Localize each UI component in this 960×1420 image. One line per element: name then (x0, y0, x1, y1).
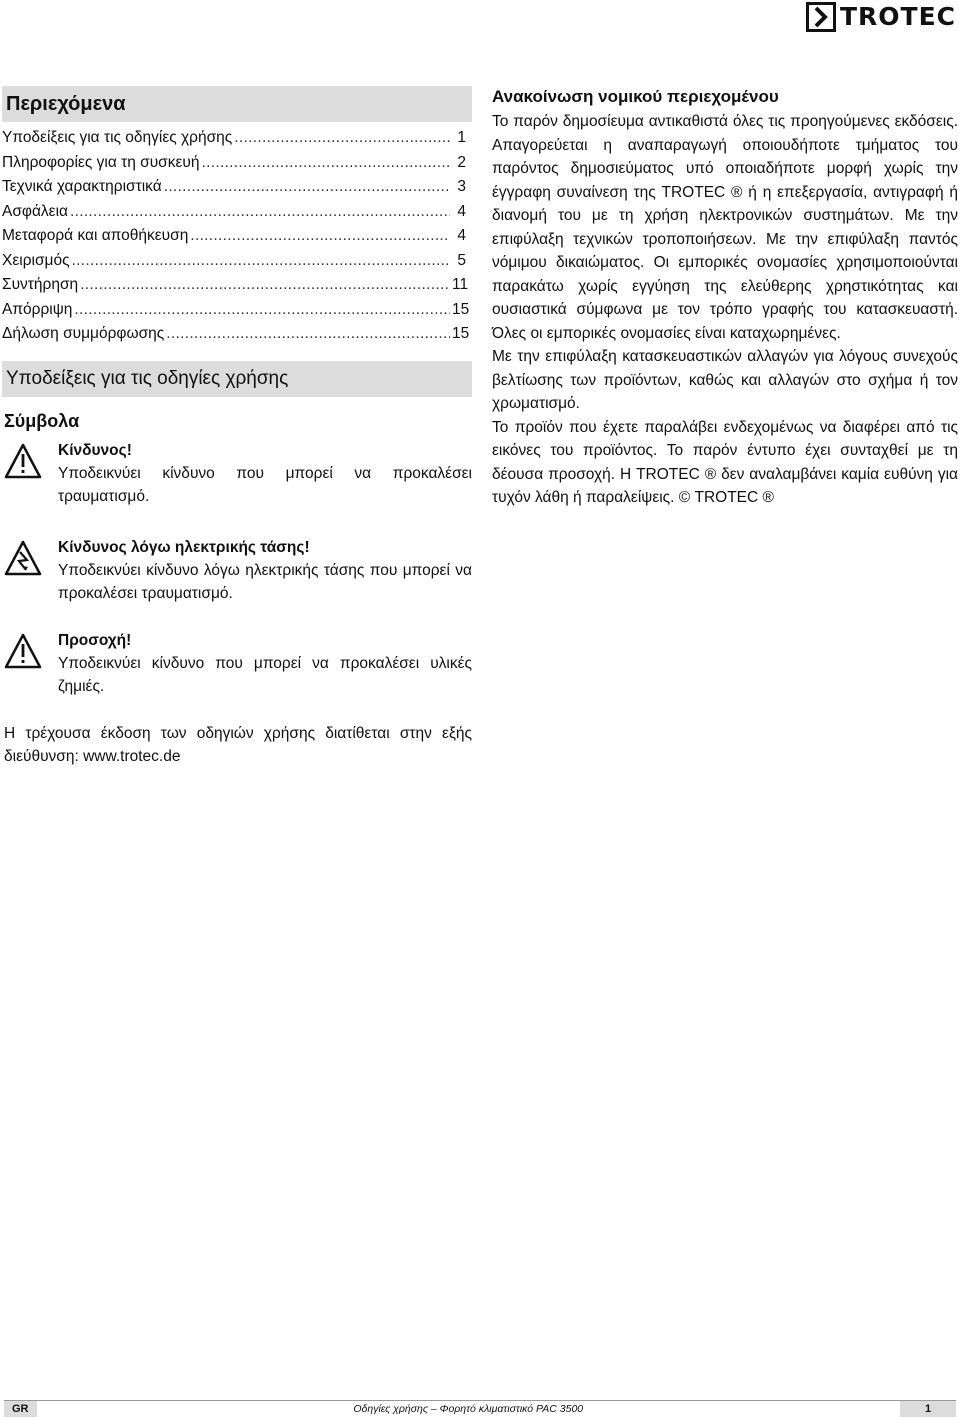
high-voltage-icon (4, 540, 42, 576)
right-column (492, 84, 958, 510)
symbol-danger (2, 439, 472, 508)
toc-entry[interactable]: Ασφάλεια . . . 4 (2, 200, 472, 225)
symbol-label: Κίνδυνος! (58, 441, 132, 459)
logo-text: TROTEC (839, 2, 956, 31)
page-footer (4, 1400, 956, 1417)
symbol-text: Υποδεικνύει κίνδυνο που μπορεί να προκαλέσει τραυματισμό. (58, 464, 472, 505)
toc-entry[interactable]: Τεχνικά χαρακτηριστικά . . . 3 (2, 175, 472, 200)
symbol-label: Κίνδυνος λόγω ηλεκτρικής τάσης! (58, 538, 310, 556)
symbols-heading: Σύμβολα (4, 410, 80, 431)
legal-paragraph: Με την επιφύλαξη κατασκευαστικών αλλαγών για λόγους συνεχούς βελτίωσης των προϊόντων, καθώς και αλλαγών στο σχήμα ή τον χρωματισμό. (492, 348, 958, 412)
table-of-contents (2, 126, 472, 347)
toc-entry[interactable]: Δήλωση συμμόρφωσης . . . 15 (2, 322, 472, 347)
symbol-electric (2, 536, 472, 605)
language-badge: GR (4, 1401, 37, 1417)
symbol-text: Υποδεικνύει κίνδυνο λόγω ηλεκτρικής τάσης που μπορεί να προκαλέσει τραυματισμό. (58, 561, 472, 602)
toc-entry[interactable]: Χειρισμός . . . 5 (2, 249, 472, 274)
left-column (2, 86, 472, 768)
toc-entry[interactable]: Συντήρηση . . . 11 (2, 273, 472, 298)
legal-paragraph: Το παρόν δημοσίευμα αντικαθιστά όλες τις προηγούμενες εκδόσεις. Απαγορεύεται η αναπαραγωγή οποιουδήποτε τμήματος του παρόντος δημοσιεύματος υπό οποιαδήποτε μορφή χωρίς την έγγραφη συναίνεση της TROTEC ® ή η επεξεργασία, αντιγραφή ή διανομή του με τη χρήση ηλεκτρονικών συστημάτων. Με την επιφύλαξη τεχνικών τροποποιήσεων. Με την επιφύλαξη παντός νόμιμου δικαιώματος. Οι εμπορικές ονομασίες χρησιμοποιούνται παρακάτω χωρίς εγγύηση της ελεύθερης χρηστικότητας και ουσιαστικά σύμφωνα με τον τρόπο γραφής του κατασκευαστή. Όλες οι εμπορικές ονομασίες είναι καταχωρημένες. (492, 113, 958, 342)
warning-triangle-icon (4, 443, 42, 479)
toc-entry[interactable]: Υποδείξεις για τις οδηγίες χρήσης . . . 1 (2, 126, 472, 151)
symbol-label: Προσοχή! (58, 631, 132, 649)
page-number: 1 (900, 1401, 956, 1417)
toc-entry[interactable]: Μεταφορά και αποθήκευση . . . 4 (2, 224, 472, 249)
toc-entry[interactable]: Πληροφορίες για τη συσκευή . . . 2 (2, 151, 472, 176)
version-note: Η τρέχουσα έκδοση των οδηγιών χρήσης διατίθεται στην εξής διεύθυνση: www.trotec.de (4, 724, 472, 765)
symbol-text: Υποδεικνύει κίνδυνο που μπορεί να προκαλέσει υλικές ζημιές. (58, 654, 472, 695)
logo-mark-icon (806, 2, 836, 32)
footer-title: Οδηγίες χρήσης – Φορητό κλιματιστικό PAC 3500 (353, 1403, 584, 1415)
caution-triangle-icon (4, 633, 42, 669)
legal-title: Ανακοίνωση νομικού περιεχομένου (492, 87, 779, 106)
legal-paragraph: Το προϊόν που έχετε παραλάβει ενδεχομένως να διαφέρει από τις εικόνες του προϊόντος. Το παρόν έντυπο έχει συνταχθεί με τη δέουσα προσοχή. Η TROTEC ® δεν αναλαμβάνει καμία ευθύνη για τυχόν λάθη ή παραλείψεις. © TROTEC ® (492, 418, 958, 506)
instructions-heading: Υποδείξεις για τις οδηγίες χρήσης (2, 361, 472, 397)
toc-title: Περιεχόμενα (2, 86, 472, 122)
trotec-logo (806, 2, 956, 32)
toc-entry[interactable]: Απόρριψη . . . 15 (2, 298, 472, 323)
symbol-caution (2, 629, 472, 698)
